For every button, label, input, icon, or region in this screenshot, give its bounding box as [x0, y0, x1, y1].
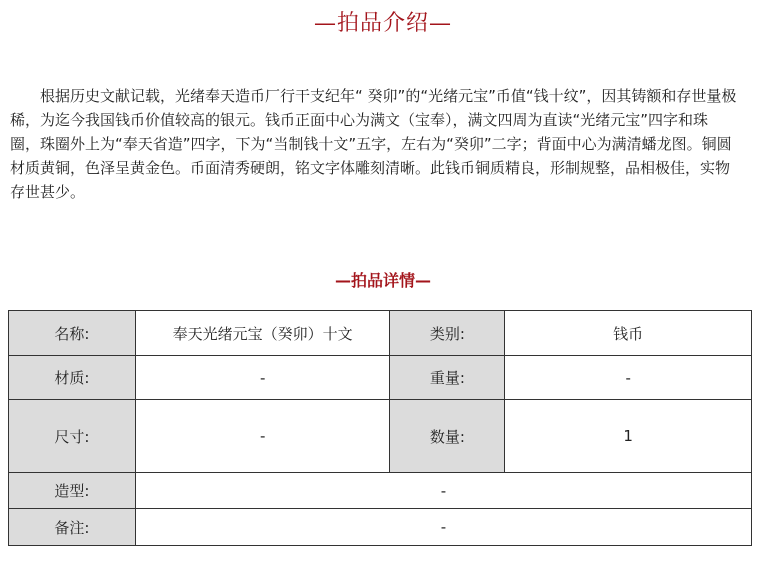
size-value: -	[135, 400, 390, 473]
weight-value: -	[505, 356, 752, 400]
name-label: 名称:	[9, 311, 136, 356]
material-label: 材质:	[9, 356, 136, 400]
table-row	[9, 473, 752, 509]
material-value: -	[135, 356, 390, 400]
table-row	[9, 311, 752, 356]
intro-paragraph: 根据历史文献记载，光绪奉天造币厂行干支纪年“ 癸卯”的“光绪元宝”币值“钱十纹”，因其铸额和存世量极稀，为迄今我国钱币价值较高的银元。钱币正面中心为满文（宝奉），满文四周为直读“光绪元宝”四字和珠圈，珠圈外上为“奉天省造”四字，下为“当制钱十文”五字，左右为“癸卯”二字；背面中心为满清蟠龙图。铜圆材质黄铜，色泽呈黄金色。币面清秀硬朗，铭文字体雕刻清晰。此钱币铜质精良，形制规整，品相极佳，实物存世甚少。	[10, 87, 737, 201]
details-title: —拍品详情—	[334, 271, 431, 290]
shape-value: -	[135, 473, 751, 509]
category-value: 钱币	[505, 311, 752, 356]
quantity-label: 数量:	[390, 400, 505, 473]
table-row	[9, 400, 752, 473]
remarks-value: -	[135, 509, 751, 546]
weight-label: 重量:	[390, 356, 505, 400]
shape-label: 造型:	[9, 473, 136, 509]
quantity-value: 1	[505, 400, 752, 473]
table-row	[9, 509, 752, 546]
name-value: 奉天光绪元宝（癸卯）十文	[135, 311, 390, 356]
size-label: 尺寸:	[9, 400, 136, 473]
table-row	[9, 356, 752, 400]
category-label: 类别:	[390, 311, 505, 356]
remarks-label: 备注:	[9, 509, 136, 546]
page-title: —拍品介绍—	[313, 11, 452, 36]
details-table	[8, 310, 752, 546]
